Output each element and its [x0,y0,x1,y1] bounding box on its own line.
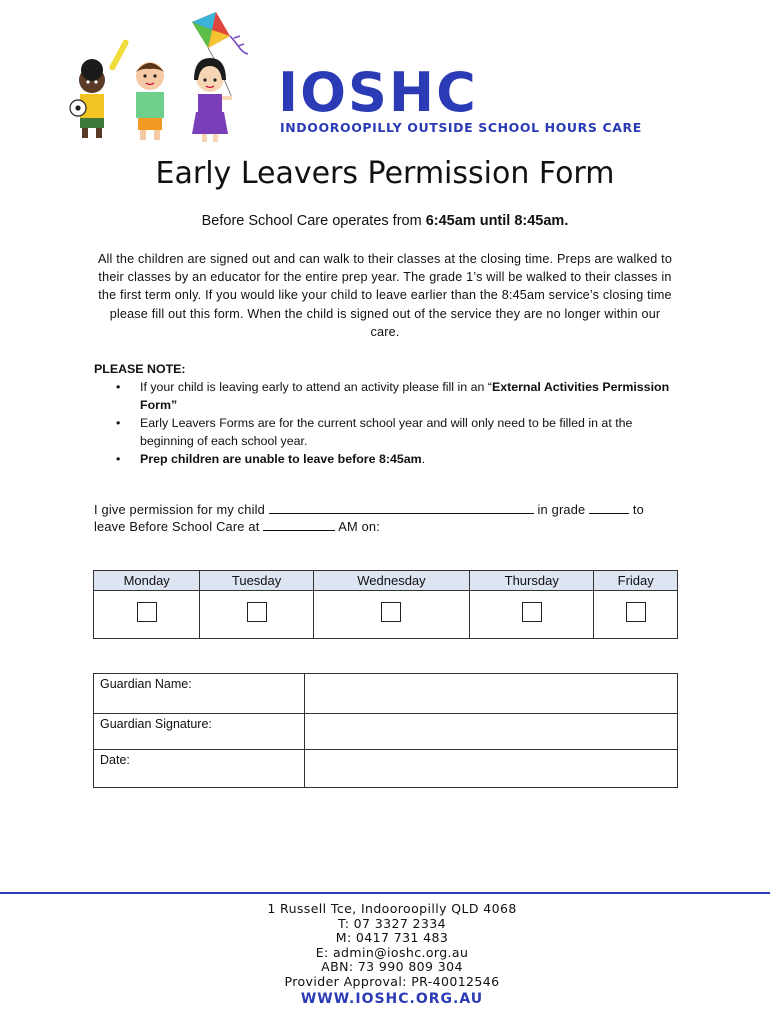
guardian-name-input[interactable] [305,674,677,694]
please-note-section [94,360,679,468]
logo-subtitle: INDOOROOPILLY OUTSIDE SCHOOL HOURS CARE [280,120,642,135]
note-item: • Prep children are unable to leave before 8:45am. [116,452,426,466]
day-header-monday: Monday [94,571,200,591]
form-title: Early Leavers Permission Form [155,156,615,191]
day-cell [200,591,313,639]
note-item: • Early Leavers Forms are for the current school year and will only need to be filled in at the beginning of each school year. [116,416,633,448]
grade-field[interactable] [589,502,629,514]
day-cell [94,591,200,639]
friday-checkbox[interactable] [626,602,646,622]
kids-with-kite-illustration [60,8,285,148]
hours-time: 6:45am until 8:45am. [425,213,569,229]
guardian-table [93,673,678,788]
operating-hours [0,213,770,229]
footer-contact [0,902,770,1006]
bullet-icon: • [116,380,121,394]
day-cell [313,591,469,639]
permission-statement: I give permission for my child in grade to leave Before School Care at AM on: [94,502,644,534]
date-input[interactable] [305,750,677,770]
guardian-name-cell [305,674,678,714]
wednesday-checkbox[interactable] [381,602,401,622]
day-header-thursday: Thursday [470,571,594,591]
date-cell [305,750,678,788]
day-header-wednesday: Wednesday [313,571,469,591]
monday-checkbox[interactable] [137,602,157,622]
footer-address: 1 Russell Tce, Indooroopilly QLD 4068 [267,901,517,916]
thursday-checkbox[interactable] [522,602,542,622]
logo-wordmark: IOSHC [278,61,478,124]
note-item: • If your child is leaving early to attend an activity please fill in an “External Activities Permission Form” [116,380,670,412]
footer-email: E: admin@ioshc.org.au [315,944,469,960]
footer-phone: T: 07 3327 2334 [338,915,446,931]
footer-provider: Provider Approval: PR-40012546 [284,973,500,989]
footer-website-link[interactable]: WWW.IOSHC.ORG.AU [300,990,484,1007]
footer-mobile: M: 0417 731 483 [335,930,449,946]
intro-paragraph: All the children are signed out and can walk to their classes at the closing time. Preps are walked to their classes by an educator for the entire prep year. The grade 1’s will be walked to their classes in the first term only. If you would like your child to leave earlier than the 8:45am service’s closing time please fill out this form. When the child is signed out of the service they are no longer within our care. [97,252,673,339]
guardian-signature-cell [305,714,678,750]
bullet-icon: • [116,452,121,466]
day-header-friday: Friday [594,571,678,591]
tuesday-checkbox[interactable] [247,602,267,622]
day-cell [470,591,594,639]
header [0,0,770,150]
footer-divider [0,892,770,894]
days-table [93,570,678,639]
note-heading: PLEASE NOTE: [94,362,186,376]
note-list [116,378,679,468]
guardian-name-label: Guardian Name: [94,674,305,714]
day-header-tuesday: Tuesday [200,571,313,591]
leave-time-field[interactable] [263,519,335,531]
bullet-icon: • [116,416,121,430]
date-label: Date: [94,750,305,788]
hours-text: Before School Care operates from [201,213,426,229]
day-cell [594,591,678,639]
footer-abn: ABN: 73 990 809 304 [321,959,463,975]
guardian-signature-label: Guardian Signature: [94,714,305,750]
guardian-signature-input[interactable] [305,714,677,734]
child-name-field[interactable] [269,502,534,514]
